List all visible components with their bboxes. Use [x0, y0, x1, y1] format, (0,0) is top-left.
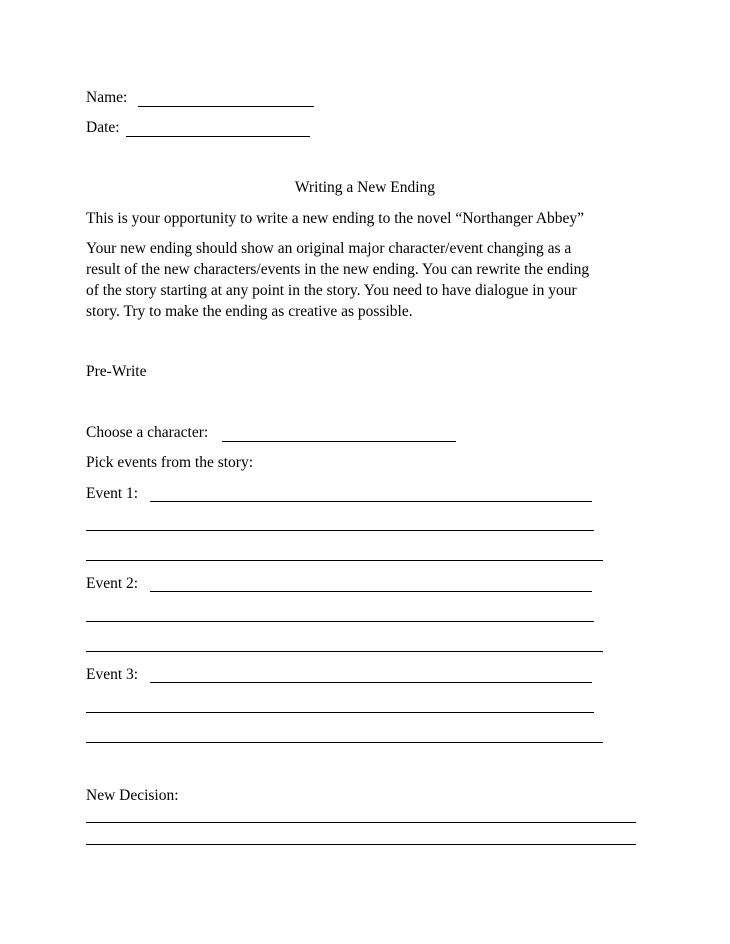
prewrite-heading: Pre-Write — [86, 363, 147, 380]
name-field[interactable] — [138, 106, 314, 107]
event-3-label: Event 3: — [86, 666, 139, 683]
new-decision-label: New Decision: — [86, 787, 179, 804]
date-label: Date: — [86, 119, 120, 136]
character-field[interactable] — [222, 441, 456, 442]
new-decision-line-1[interactable] — [86, 822, 636, 823]
event-1-field[interactable] — [150, 501, 592, 502]
intro-text: This is your opportunity to write a new ending to the novel “Northanger Abbey” — [86, 210, 585, 227]
event-3-line-3[interactable] — [86, 742, 603, 743]
event-2-line-3[interactable] — [86, 651, 603, 652]
event-1-line-3[interactable] — [86, 560, 603, 561]
event-2-label: Event 2: — [86, 575, 139, 592]
page-title: Writing a New Ending — [294, 179, 436, 196]
event-3-field[interactable] — [150, 682, 592, 683]
instructions-line-4: story. Try to make the ending as creative as possible. — [86, 303, 413, 320]
event-2-line-2[interactable] — [86, 621, 594, 622]
choose-character-label: Choose a character: — [86, 424, 209, 441]
event-1-line-2[interactable] — [86, 530, 594, 531]
instructions-line-1: Your new ending should show an original major character/event changing as a — [86, 240, 572, 257]
event-3-line-2[interactable] — [86, 712, 594, 713]
name-label: Name: — [86, 89, 128, 106]
new-decision-line-2[interactable] — [86, 844, 636, 845]
event-1-label: Event 1: — [86, 485, 139, 502]
instructions-line-2: result of the new characters/events in the new ending. You can rewrite the ending — [86, 261, 590, 278]
date-field[interactable] — [126, 136, 310, 137]
event-2-field[interactable] — [150, 591, 592, 592]
pick-events-label: Pick events from the story: — [86, 454, 254, 471]
instructions-line-3: of the story starting at any point in the story. You need to have dialogue in your — [86, 282, 577, 299]
